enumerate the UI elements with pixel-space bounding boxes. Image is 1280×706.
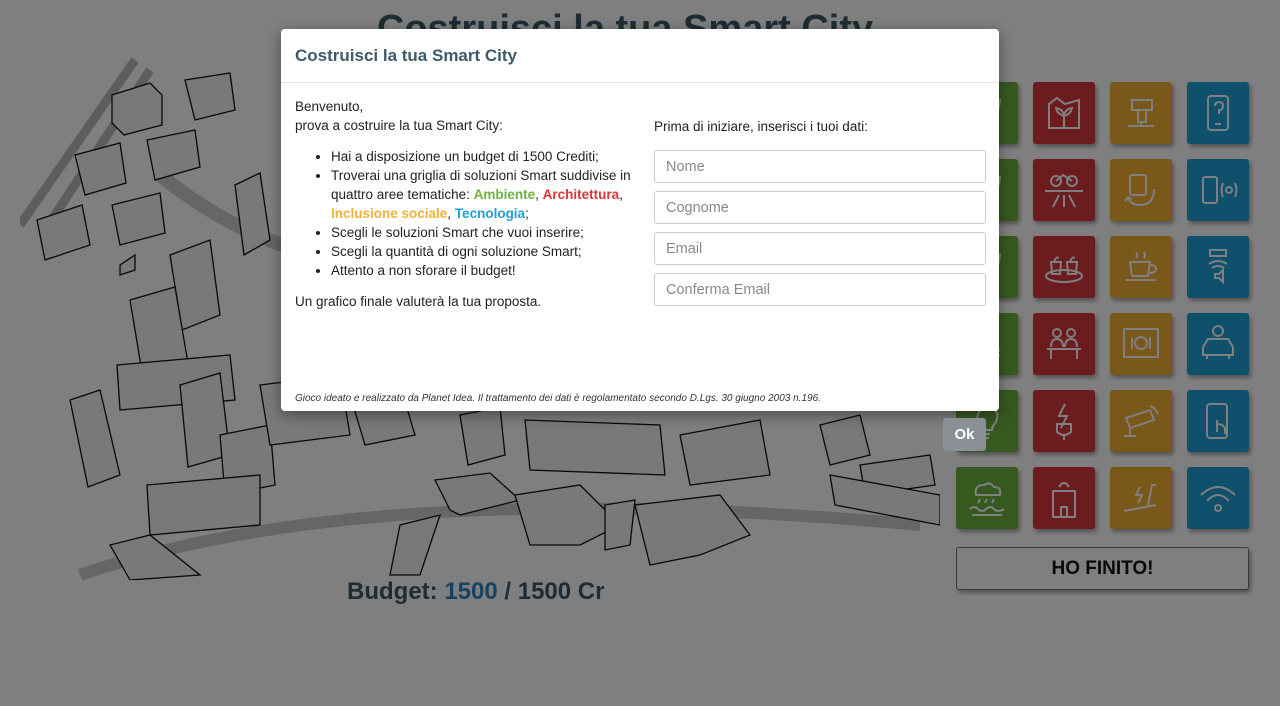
rule-budget: • Hai a disposizione un budget di 1500 Crediti; [331,147,635,166]
ok-button[interactable]: Ok [943,418,986,451]
keyword-inclusione-sociale: Inclusione sociale [331,206,448,221]
greeting: Benvenuto, [295,99,364,114]
cognome-input[interactable] [654,191,986,224]
privacy-disclaimer: Gioco ideato e realizzato da Planet Idea. Il trattamento dei dati è regolamentato secondo D.Lgs. 30 giugno 2003 n.196. [295,393,821,404]
closing-text: Un grafico finale valuterà la tua proposta. [295,294,542,309]
welcome-modal [281,29,999,443]
form-intro: Prima di iniziare, inserisci i tuoi dati: [654,119,868,134]
keyword-tecnologia: Tecnologia [454,206,526,221]
rule-grid: • Troverai una griglia di soluzioni Smart suddivise in quattro aree tematiche: Ambiente, Architettura, Inclusione sociale, Tecnologia; [331,166,635,223]
confirm-email-input[interactable] [654,273,986,306]
rule-quantity: • Scegli la quantità di ogni soluzione Smart; [331,242,635,261]
keyword-architettura: Architettura [542,187,620,202]
keyword-ambiente: Ambiente [473,187,536,202]
modal-title: Costruisci la tua Smart City [295,46,518,65]
rule-choose: • Scegli le soluzioni Smart che vuoi inserire; [331,223,635,242]
intro-text: prova a costruire la tua Smart City: [295,118,503,133]
instructions [295,97,635,311]
nome-input[interactable] [654,150,986,183]
email-input[interactable] [654,232,986,265]
rule-grid-text: Troverai una griglia di soluzioni Smart suddivise in quattro aree tematiche: [331,168,631,202]
modal-header [281,29,999,83]
rule-warning: • Attento a non sforare il budget! [331,261,635,280]
rules-list [295,147,635,280]
registration-form [654,117,986,314]
